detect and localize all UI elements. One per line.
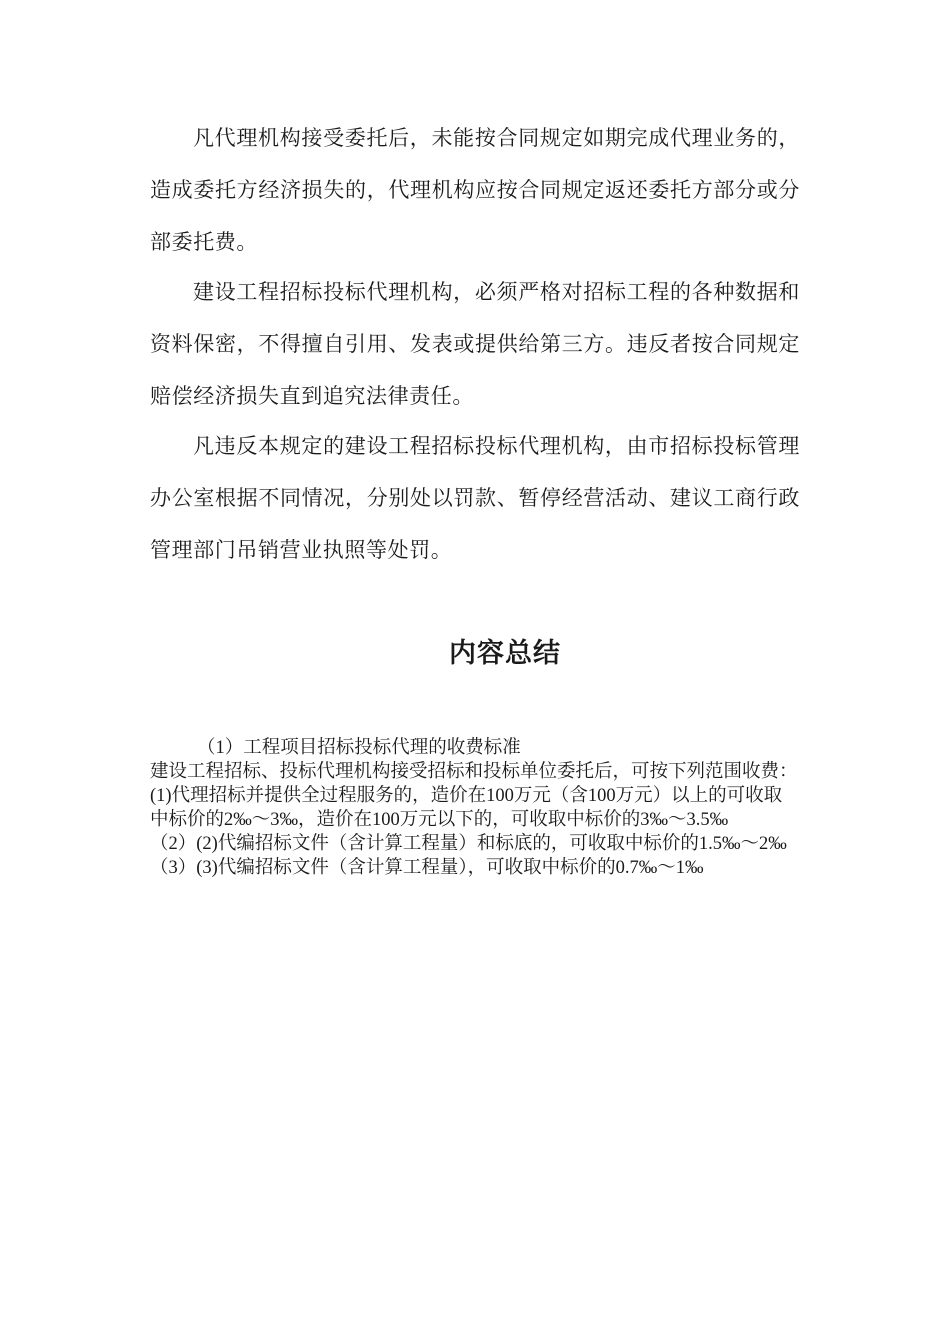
fee-item-1: (1)代理招标并提供全过程服务的，造价在100万元（含100万元）以上的可收取中标价的2‰～3‰，造价在100万元以下的，可收取中标价的3‰～3.5‰ xyxy=(150,786,783,830)
body-paragraph-penalty: 凡违反本规定的建设工程招标投标代理机构，由市招标投标管理办公室根据不同情况，分别处以罚款、暂停经营活动、建议工商行政管理部门吊销营业执照等处罚。 xyxy=(150,434,800,562)
summary-section xyxy=(150,736,800,880)
summary-intro: 建设工程招标、投标代理机构接受招标和投标单位委托后，可按下列范围收费： xyxy=(150,762,798,782)
body-paragraph-refund: 凡代理机构接受委托后，未能按合同规定如期完成代理业务的，造成委托方经济损失的，代理机构应按合同规定返还委托方部分或分部委托费。 xyxy=(150,126,800,254)
fee-item-2: （2）(2)代编招标文件（含计算工程量）和标底的，可收取中标价的1.5‰～2‰ xyxy=(150,834,787,854)
summary-title: 内容总结 xyxy=(449,638,561,669)
summary-heading: （1）工程项目招标投标代理的收费标准 xyxy=(197,738,521,758)
body-paragraph-confidentiality: 建设工程招标投标代理机构，必须严格对招标工程的各种数据和资料保密，不得擅自引用、发表或提供给第三方。违反者按合同规定赔偿经济损失直到追究法律责任。 xyxy=(150,280,800,408)
fee-item-3: （3）(3)代编招标文件（含计算工程量），可收取中标价的0.7‰～1‰ xyxy=(150,858,704,878)
